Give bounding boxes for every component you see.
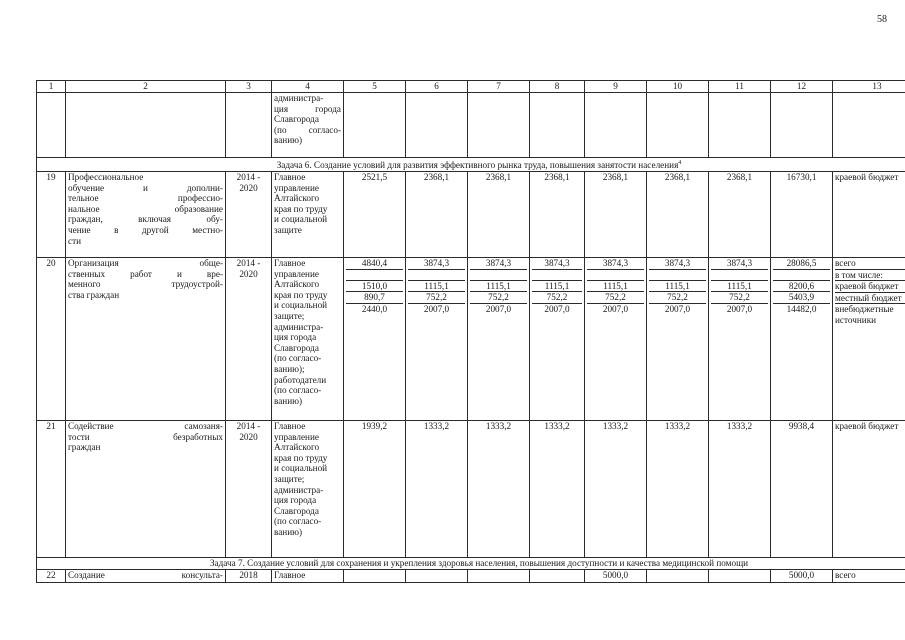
task-heading-row (37, 558, 905, 570)
amount-cell (647, 570, 709, 583)
amount-cell: 1333,2 (647, 421, 709, 558)
column-number: 5 (344, 81, 406, 93)
funding-source: краевой бюджет (833, 421, 905, 558)
amount-cell: 1333,2 (530, 421, 585, 558)
amount-cell: 3874,3 1115,1 752,2 2007,0 (468, 258, 530, 421)
executor-cell: Главное управление Алтайского края по труду и социальной защите; администра- ция города Славгорода (по согласо- ванию); работодатели (по согласо- ванию) (272, 258, 344, 421)
table-row (37, 421, 905, 558)
task-heading-row (37, 158, 905, 172)
column-number: 7 (468, 81, 530, 93)
page-number: 58 (877, 14, 887, 25)
amount-cell: 4840,4 1510,0 890,7 2440,0 (344, 258, 406, 421)
period: 2018 (226, 570, 272, 583)
amount-cell (344, 570, 406, 583)
column-number-row (37, 81, 905, 93)
column-number: 4 (272, 81, 344, 93)
amount-cell: 5000,0 (585, 570, 647, 583)
funding-source: всего в том числе: краевой бюджет местный бюджет внебюджетные источники (833, 258, 905, 421)
amount-cell: 3874,3 1115,1 752,2 2007,0 (647, 258, 709, 421)
column-number: 8 (530, 81, 585, 93)
table-row (37, 570, 905, 583)
funding-source: краевой бюджет (833, 172, 905, 258)
amount-cell: 1939,2 (344, 421, 406, 558)
amount-cell: 3874,3 1115,1 752,2 2007,0 (709, 258, 771, 421)
row-number: 19 (37, 172, 66, 258)
total-cell: 5000,0 (771, 570, 833, 583)
task-heading: Задача 6. Создание условий для развития эффективного рынка труда, повышения занятости населения$^4$ (37, 158, 905, 172)
amount-cell: 2368,1 (585, 172, 647, 258)
funding-source: всего (833, 570, 905, 583)
row-number: 21 (37, 421, 66, 558)
amount-cell: 3874,3 1115,1 752,2 2007,0 (585, 258, 647, 421)
activity-name: Создание консульта- (66, 570, 226, 583)
row-number: 22 (37, 570, 66, 583)
amount-cell: 2368,1 (468, 172, 530, 258)
table-row (37, 172, 905, 258)
column-number: 3 (226, 81, 272, 93)
amount-cell: 2368,1 (647, 172, 709, 258)
period: 2014 - 2020 (226, 258, 272, 421)
column-number: 13 (833, 81, 905, 93)
program-table (36, 80, 905, 583)
amount-cell: 1333,2 (709, 421, 771, 558)
activity-name: Организация обще- ственных работ и вре- менного трудоустрой- ства граждан (66, 258, 226, 421)
amount-cell (406, 570, 468, 583)
period: 2014 - 2020 (226, 421, 272, 558)
task-heading: Задача 7. Создание условий для сохранения и укрепления здоровья населения, повышения доступности и качества медицинской помощи (37, 558, 905, 570)
activity-name: Профессиональное обучение и дополни- тельное профессио- нальное образование граждан, включая обу- чение в другой местно- сти (66, 172, 226, 258)
amount-cell: 2368,1 (530, 172, 585, 258)
amount-cell: 2521,5 (344, 172, 406, 258)
column-number: 6 (406, 81, 468, 93)
column-number: 9 (585, 81, 647, 93)
row-number: 20 (37, 258, 66, 421)
executor-cell: Главное управление Алтайского края по труду и социальной защите; администра- ция города Славгорода (по согласо- ванию) (272, 421, 344, 558)
amount-cell: 1333,2 (406, 421, 468, 558)
amount-cell: 2368,1 (406, 172, 468, 258)
executor-cell: Главное управление Алтайского края по труду и социальной защите (272, 172, 344, 258)
total-cell: 16730,1 (771, 172, 833, 258)
activity-name: Содействие самозаня- тости безработных граждан (66, 421, 226, 558)
table-row (37, 258, 905, 421)
executor-cell: Главное (272, 570, 344, 583)
amount-cell: 1333,2 (468, 421, 530, 558)
period: 2014 - 2020 (226, 172, 272, 258)
amount-cell: 3874,3 1115,1 752,2 2007,0 (406, 258, 468, 421)
amount-cell: 2368,1 (709, 172, 771, 258)
table-row-continuation (37, 93, 905, 158)
column-number: 2 (66, 81, 226, 93)
amount-cell (468, 570, 530, 583)
column-number: 10 (647, 81, 709, 93)
executor-cell: администра- ция города Славгорода (по согласо- ванию) (272, 93, 344, 158)
total-cell: 9938,4 (771, 421, 833, 558)
column-number: 11 (709, 81, 771, 93)
column-number: 12 (771, 81, 833, 93)
column-number: 1 (37, 81, 66, 93)
amount-cell: 3874,3 1115,1 752,2 2007,0 (530, 258, 585, 421)
total-cell: 28086,5 8200,6 5403,9 14482,0 (771, 258, 833, 421)
amount-cell (709, 570, 771, 583)
amount-cell (530, 570, 585, 583)
amount-cell: 1333,2 (585, 421, 647, 558)
